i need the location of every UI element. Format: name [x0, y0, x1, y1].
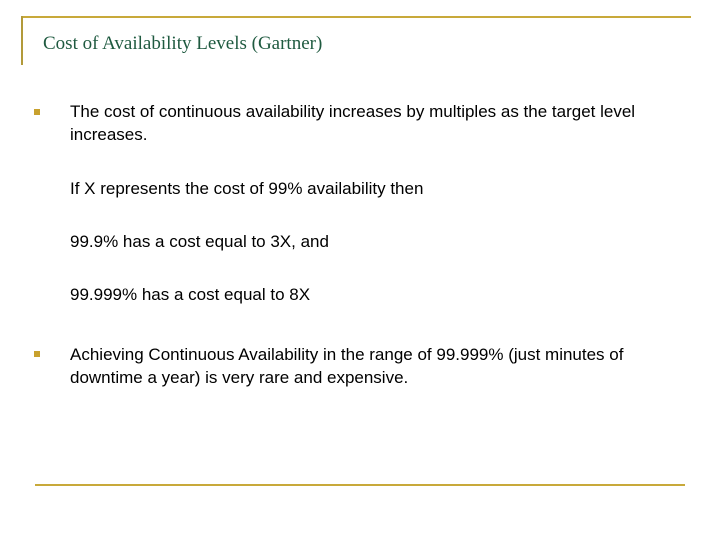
bullet-square-icon: [34, 351, 40, 357]
sub-text: 99.9% has a cost equal to 3X, and: [70, 232, 329, 251]
slide-title: Cost of Availability Levels (Gartner): [43, 33, 323, 54]
bottom-rule: [35, 484, 685, 486]
sub-text: 99.999% has a cost equal to 8X: [70, 285, 311, 304]
bullet-text: The cost of continuous availability increases by multiples as the target level increases.: [70, 102, 636, 144]
bullet-text: Achieving Continuous Availability in the range of 99.999% (just minutes of downtime a year) is very rare and expensive.: [70, 345, 624, 387]
top-rule: [21, 16, 691, 18]
left-rule: [21, 16, 23, 65]
bullet-square-icon: [34, 109, 40, 115]
sub-text: If X represents the cost of 99% availability then: [70, 179, 424, 198]
